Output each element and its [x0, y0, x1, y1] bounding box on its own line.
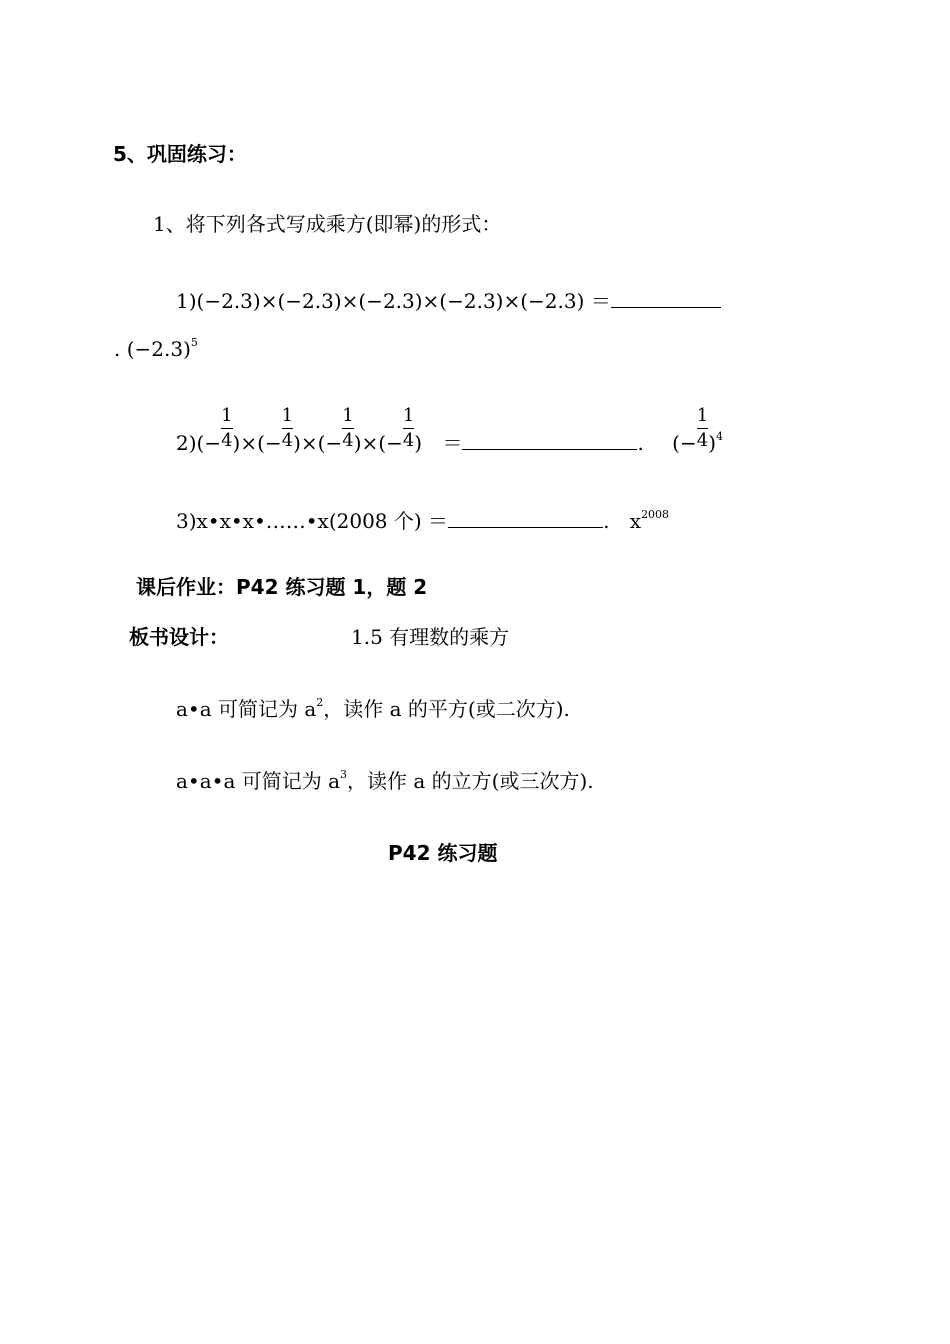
fraction-one-quarter: $\frac{1}{4}$ [696, 405, 709, 451]
cube-exponent: 3 [340, 768, 348, 781]
item-2-close: ) [414, 431, 423, 455]
item-1-expression: 1)(−2.3)×(−2.3)×(−2.3)×(−2.3)×(−2.3) ＝ [176, 289, 611, 313]
item-2-answer-open: (− [672, 431, 697, 455]
item-3-expression: 3)x•x•x•……•x(2008 个) ＝ [176, 509, 449, 533]
item-2-period: . [637, 431, 644, 455]
item-1-answer-exponent: 5 [190, 336, 198, 349]
item-3-blank[interactable] [448, 507, 603, 528]
item-2 [176, 394, 723, 454]
item-2-answer-close: ) [708, 431, 716, 455]
section-heading: 5、巩固练习： [113, 142, 247, 166]
item-1-answer [114, 336, 198, 361]
item-1 [176, 287, 721, 311]
item-1-answer-base: . (−2.3) [114, 337, 191, 361]
item-2-equals: ＝ [442, 431, 463, 455]
item-3-answer-exponent: 2008 [641, 508, 670, 521]
board-design-title: 1.5 有理数的乘方 [351, 625, 510, 649]
square-exponent: 2 [316, 696, 324, 709]
item-3-period: . [603, 509, 610, 533]
item-2-times: )×(− [353, 431, 403, 455]
fraction-one-quarter: $\frac{1}{4}$ [281, 405, 294, 451]
item-2-blank[interactable] [462, 429, 637, 450]
item-1-blank[interactable] [611, 287, 721, 308]
fraction-one-quarter: $\frac{1}{4}$ [402, 405, 415, 451]
line-cube: a•a•a 可简记为 $a^3$，读作 a 的立方(或三次方). [176, 768, 594, 793]
item-3-answer-base: x [629, 509, 642, 533]
line-square: a•a 可简记为 $a^2$，读作 a 的平方(或二次方). [176, 696, 570, 721]
fraction-one-quarter: $\frac{1}{4}$ [342, 405, 354, 451]
footer-heading: P42 练习题 [388, 841, 498, 865]
item-3 [176, 507, 669, 531]
item-2-times: )×(− [232, 431, 282, 455]
fraction-one-quarter: $\frac{1}{4}$ [221, 405, 233, 451]
item-2-times: )×(− [293, 431, 343, 455]
homework-line: 课后作业：P42 练习题 1，题 2 [136, 575, 428, 599]
exercise-intro: 1、将下列各式写成乘方(即幂)的形式： [153, 212, 502, 236]
board-design-label: 板书设计： [129, 625, 229, 649]
item-2-prefix: 2)(− [176, 431, 222, 455]
item-2-answer-exponent: 4 [716, 430, 723, 443]
